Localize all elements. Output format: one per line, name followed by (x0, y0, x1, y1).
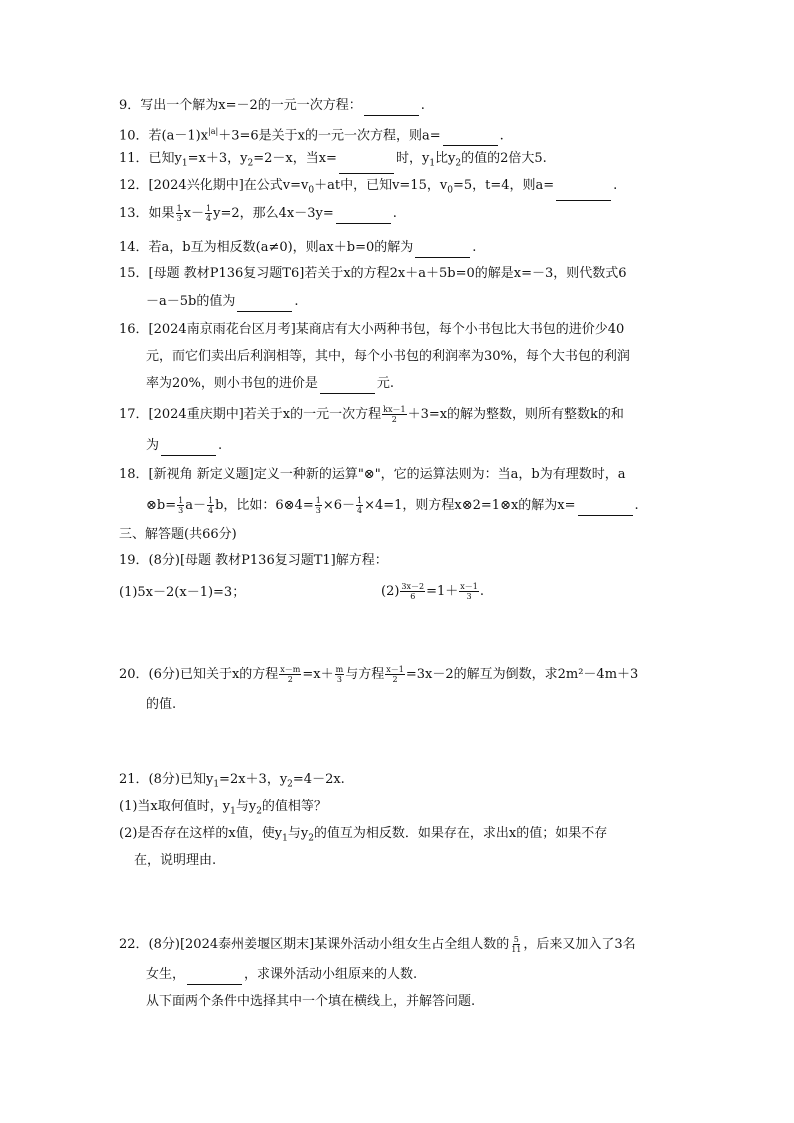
fraction: $\frac{x-1}{3}$ (460, 582, 478, 601)
question-21-part-2: (2)是否存在这样的x值，使$y_1$与$y_2$的值互为相反数．如果存在，求出x的值；如果不存 (119, 826, 608, 844)
fraction: $\frac{1}{4}$ (356, 496, 363, 515)
question-15-line-1: 15．[母题 教材P136复习题T6]若关于x的方程2x＋a＋5b=0的解是x=－3，则代数式6 (119, 266, 627, 281)
fraction: $\frac{x-1}{2}$ (386, 665, 404, 684)
answer-blank[interactable] (161, 441, 216, 456)
question-11: 11．已知$y_1=x+3$，$y_2=2-x$，当x= 时，$y_1$比$y_2$的值的2倍大5. (119, 149, 547, 174)
question-21: 21．(8分)已知$y_1=2x+3$，$y_2=4-2x$. (119, 772, 345, 790)
fraction: $\frac{1}{4}$ (207, 496, 214, 515)
fraction: $\frac{1}{3}$ (178, 496, 184, 515)
answer-blank[interactable] (237, 297, 292, 312)
question-number: 16． (119, 322, 149, 337)
question-20-line-1: 20．(6分)已知关于x的方程 $\frac{x-m}{2}$ =x＋ $\frac{m}{3}$ 与方程 $\frac{x-1}{2}$ =3x－2的解互为倒数，求2m²－4m＋3 (119, 665, 639, 684)
question-number: 18． (119, 467, 149, 482)
answer-blank[interactable] (364, 101, 419, 116)
question-18-line-2: ⊗b= $\frac{1}{3}$ a－ $\frac{1}{4}$ b，比如：6⊗4= $\frac{1}{3}$ ×6－ $\frac{1}{4}$ ×4=1，则方程x⊗2=1⊗x的解为x= . (146, 496, 639, 515)
question-10: 10．若$(a-1)x^{|a|}+3=6$是关于x的一元一次方程，则a= . (119, 122, 504, 146)
fraction: $\frac{1}{3}$ (176, 204, 182, 223)
question-22-line-2: 女生， ，求课外活动小组原来的人数. (146, 965, 417, 985)
question-15-line-2: －a－5b的值为 . (146, 292, 298, 312)
answer-blank[interactable] (320, 379, 375, 394)
question-21-part-2-line-2: 在，说明理由. (134, 853, 217, 868)
question-12: 12．[2024兴化期中]在公式$v=v_0+at$中，已知v=15，$v_0=5$，t=4，则a= . (119, 176, 617, 201)
question-19-part-1: (1)5x－2(x－1)=3； (119, 585, 246, 600)
question-17-line-1: 17．[2024重庆期中]若关于x的一元一次方程 $\frac{kx-1}{2}$ ＋3=x的解为整数，则所有整数k的和 (119, 405, 624, 424)
question-number: 12． (119, 178, 149, 193)
question-number: 13． (119, 206, 149, 221)
question-number: 22． (119, 937, 149, 952)
question-18-line-1: 18．[新视角 新定义题]定义一种新的运算"⊗"，它的运算法则为：当a，b为有理数时，a (119, 467, 626, 482)
fraction: $\frac{5}{11}$ (511, 935, 522, 954)
question-16-line-3: 率为20%，则小书包的进价是 元. (146, 374, 394, 394)
question-number: 20． (119, 667, 149, 682)
answer-blank[interactable] (187, 970, 242, 985)
answer-blank[interactable] (336, 209, 391, 224)
question-19: 19．(8分)[母题 教材P136复习题T1]解方程： (119, 553, 388, 568)
question-number: 17． (119, 407, 149, 422)
question-21-part-1: (1)当x取何值时，$y_1$与$y_2$的值相等？ (119, 799, 327, 817)
question-19-part-2: (2) $\frac{3x-2}{6}$ =1＋ $\frac{x-1}{3}$ . (381, 582, 485, 601)
fraction: $\frac{x-m}{2}$ (280, 665, 301, 684)
question-22-line-1: 22．(8分)[2024泰州姜堰区期末]某课外活动小组女生占全组人数的 $\frac{5}{11}$ ，后来又加入了3名 (119, 935, 636, 954)
question-9: 9．写出一个解为x=－2的一元一次方程： . (119, 96, 425, 116)
fraction: $\frac{1}{4}$ (206, 204, 212, 223)
question-22-line-3: 从下面两个条件中选择其中一个填在横线上，并解答问题. (146, 994, 476, 1009)
fraction: $\frac{kx-1}{2}$ (383, 405, 406, 424)
question-number: 19． (119, 553, 149, 568)
question-13: 13．如果 $\frac{1}{3}$ x－ $\frac{1}{4}$ y=2，那么4x－3y= . (119, 204, 397, 223)
section-heading: 三、解答题(共66分) (119, 527, 237, 542)
question-number: 15． (119, 266, 149, 281)
question-number: 11． (119, 151, 149, 166)
question-text: 写出一个解为x=－2的一元一次方程： (140, 98, 362, 113)
answer-blank[interactable] (339, 159, 394, 174)
question-16-line-1: 16．[2024南京雨花台区月考]某商店有大小两种书包，每个小书包比大书包的进价少40 (119, 322, 625, 337)
question-16-line-2: 元，而它们卖出后利润相等，其中，每个小书包的利润率为30%，每个大书包的利润 (146, 349, 630, 364)
answer-blank[interactable] (415, 243, 470, 258)
question-number: 14． (119, 240, 149, 255)
question-number: 21． (119, 772, 149, 787)
fraction: $\frac{m}{3}$ (335, 665, 344, 684)
answer-blank[interactable] (556, 186, 611, 201)
question-17-line-2: 为 . (146, 436, 222, 456)
answer-blank[interactable] (443, 131, 498, 146)
fraction: $\frac{3x-2}{6}$ (401, 582, 425, 601)
question-20-line-2: 的值. (146, 697, 177, 712)
answer-blank[interactable] (578, 501, 633, 516)
question-number: 9． (119, 98, 141, 113)
question-14: 14．若a，b互为相反数(a≠0)，则ax＋b=0的解为 . (119, 238, 476, 258)
question-number: 10． (119, 128, 149, 144)
fraction: $\frac{1}{3}$ (315, 496, 321, 515)
